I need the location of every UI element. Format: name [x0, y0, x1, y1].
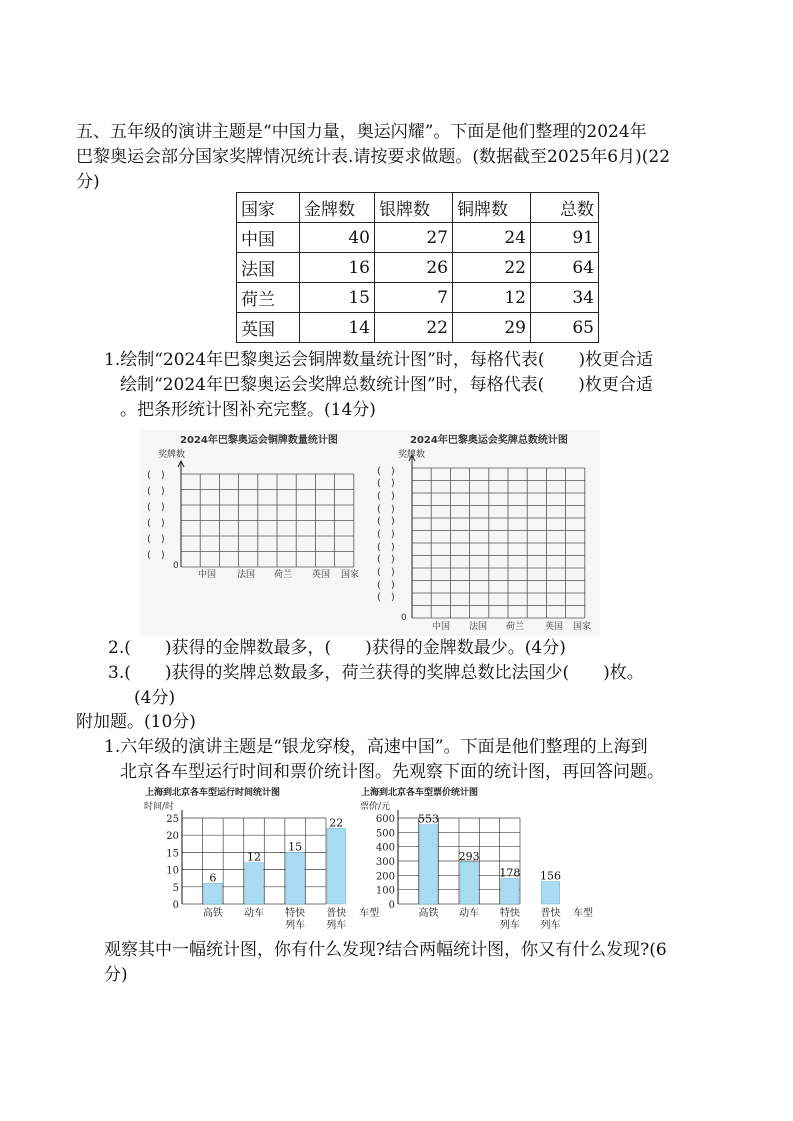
total-chart-axis-name: 国家: [573, 622, 592, 632]
extra-question-line2: 分): [104, 965, 128, 985]
y-tick-label: 0: [388, 900, 395, 911]
y-tick-label: 25: [166, 814, 179, 825]
total-tick-blank: ( ): [377, 592, 395, 603]
x-axis-label: 车型: [573, 908, 593, 919]
y-tick-label: 5: [172, 882, 179, 894]
sub1-line2: 绘制“2024年巴黎奥运会奖牌总数统计图”时，每格代表( )枚更合适: [120, 375, 653, 395]
table-cell: 34: [531, 283, 599, 313]
table-cell: 91: [531, 223, 599, 253]
copper-chart-ylabel: 奖牌数: [158, 450, 186, 460]
bar: [541, 882, 559, 904]
x-axis-label: 车型: [359, 908, 380, 919]
q5-line2: 巴黎奥运会部分国家奖牌情况统计表.请按要求做题。(数据截至2025年6月)(22: [76, 147, 671, 167]
copper-chart-xlabel: 荷兰: [274, 570, 293, 580]
table-cell: 英国: [237, 313, 300, 343]
data-label: 12: [247, 850, 261, 864]
x-tick-label: 动车: [244, 908, 264, 919]
x-tick-label: 高铁: [418, 908, 439, 919]
x-tick-label: 列车: [499, 920, 520, 931]
total-chart-title: 2024年巴黎奥运会奖牌总数统计图: [410, 435, 568, 446]
copper-tick-blank: ( ): [147, 534, 165, 545]
bar: [419, 825, 437, 904]
x-tick-label: 特快: [499, 908, 520, 919]
y-tick-label: 600: [375, 814, 395, 825]
x-tick-label: 特快: [285, 908, 306, 919]
table-header-cell: 总数: [531, 193, 599, 223]
copper-chart-title: 2024年巴黎奥运会铜牌数量统计图: [180, 435, 338, 446]
sub3-line2: (4分): [134, 688, 176, 708]
chart-title: 上海到北京各车型运行时间统计图: [145, 788, 281, 798]
table-cell: 22: [453, 253, 531, 283]
q5-line1: 五、五年级的演讲主题是“中国力量，奥运闪耀”。下面是他们整理的2024年: [76, 122, 647, 142]
table-header-cell: 国家: [237, 193, 300, 223]
data-label: 553: [418, 812, 439, 826]
y-tick-label: 300: [375, 857, 395, 868]
sub1-line1: 1.绘制“2024年巴黎奥运会铜牌数量统计图”时，每格代表( )枚更合适: [104, 350, 654, 370]
extra-question-line1: 观察其中一幅统计图，你有什么发现?结合两幅统计图，你又有什么发现?(6: [104, 940, 667, 960]
q5-line3: 分): [76, 172, 100, 192]
table-header-row: [237, 193, 599, 223]
total-tick-blank: ( ): [377, 529, 395, 540]
total-tick-blank: ( ): [377, 567, 395, 578]
train-charts: [140, 783, 593, 931]
copper-chart-xlabel: 法国: [237, 570, 256, 580]
x-tick-label: 列车: [326, 920, 347, 931]
x-tick-label: 列车: [540, 920, 561, 931]
table-header-cell: 金牌数: [300, 193, 375, 223]
y-tick-label: 200: [375, 871, 395, 883]
total-chart-grid: [409, 455, 585, 618]
data-label: 293: [458, 850, 480, 864]
total-chart-xlabel: 法国: [469, 622, 488, 632]
medal-table: [236, 192, 599, 343]
copper-chart-zero: 0: [173, 561, 179, 571]
y-tick-label: 100: [375, 885, 395, 897]
copper-tick-blank: ( ): [147, 470, 165, 481]
copper-chart-axis-name: 国家: [341, 570, 360, 580]
bar: [460, 862, 478, 904]
sub1-line3: 。把条形统计图补充完整。(14分): [120, 400, 376, 420]
table-cell: 22: [375, 313, 453, 343]
total-tick-blank: ( ): [377, 516, 395, 527]
copper-tick-blank: ( ): [147, 486, 165, 497]
table-cell: 14: [300, 313, 375, 343]
bar: [501, 878, 519, 904]
data-label: 156: [540, 869, 561, 883]
x-tick-label: 普快: [326, 908, 347, 919]
copper-chart-xlabel: 英国: [312, 570, 331, 580]
extra-line2: 北京各车型运行时间和票价统计图。先观察下面的统计图，再回答问题。: [120, 762, 664, 782]
extra-line1: 1.六年级的演讲主题是“银龙穿梭，高速中国”。下面是他们整理的上海到: [104, 737, 648, 757]
total-tick-blank: ( ): [377, 554, 395, 565]
x-tick-label: 动车: [459, 908, 480, 919]
table-cell: 40: [300, 223, 375, 253]
total-chart-ylabel: 奖牌数: [398, 450, 426, 460]
copper-tick-blank: ( ): [147, 502, 165, 513]
table-cell: 64: [531, 253, 599, 283]
data-label: 22: [329, 816, 344, 830]
table-cell: 65: [531, 313, 599, 343]
price-chart: [360, 786, 593, 931]
table-header-cell: 铜牌数: [453, 193, 531, 223]
x-tick-label: 列车: [285, 920, 306, 931]
table-cell: 12: [453, 283, 531, 313]
y-axis-label: 票价/元: [360, 802, 391, 812]
y-tick-label: 400: [375, 842, 395, 854]
total-chart-zero: 0: [401, 613, 407, 623]
y-tick-label: 0: [172, 900, 179, 911]
table-cell: 7: [375, 283, 453, 313]
x-tick-label: 普快: [540, 908, 561, 919]
table-cell: 24: [453, 223, 531, 253]
table-cell: 27: [375, 223, 453, 253]
y-tick-label: 500: [375, 828, 395, 840]
bar: [327, 828, 346, 904]
extra-title: 附加题。(10分): [76, 712, 196, 732]
total-chart-xlabel: 荷兰: [506, 622, 525, 632]
y-tick-label: 20: [166, 831, 179, 843]
data-label: 15: [288, 840, 303, 854]
x-tick-label: 高铁: [202, 908, 223, 919]
table-cell: 29: [453, 313, 531, 343]
table-cell: 法国: [237, 253, 300, 283]
y-tick-label: 15: [166, 848, 179, 860]
time-chart: [144, 786, 379, 931]
table-cell: 中国: [237, 223, 300, 253]
total-tick-blank: ( ): [377, 542, 395, 553]
total-chart-xlabel: 英国: [545, 622, 564, 632]
total-tick-blank: ( ): [377, 466, 395, 477]
bar: [286, 852, 305, 904]
y-tick-label: 10: [166, 865, 179, 877]
table-cell: 26: [375, 253, 453, 283]
copper-chart-xlabel: 中国: [198, 570, 217, 580]
table-row: [237, 283, 599, 313]
table-row: [237, 223, 599, 253]
total-chart-xlabel: 中国: [432, 622, 451, 632]
blank-charts-area: [140, 430, 600, 636]
table-cell: 16: [300, 253, 375, 283]
data-label: 6: [209, 871, 217, 885]
total-tick-blank: ( ): [377, 478, 395, 489]
bar: [204, 883, 223, 904]
sub2-text: 2.( )获得的金牌数最多，( )获得的金牌数最少。(4分): [108, 638, 566, 658]
blank-grid-charts: [140, 430, 600, 636]
sub3-line1: 3.( )获得的奖牌总数最多，荷兰获得的奖牌总数比法国少( )枚。: [108, 663, 644, 683]
copper-tick-blank: ( ): [147, 518, 165, 529]
chart-title: 上海到北京各车型票价统计图: [361, 788, 479, 798]
data-label: 178: [499, 866, 521, 880]
table-cell: 15: [300, 283, 375, 313]
total-tick-blank: ( ): [377, 580, 395, 591]
table-cell: 荷兰: [237, 283, 300, 313]
copper-tick-blank: ( ): [147, 550, 165, 561]
table-header-cell: 银牌数: [375, 193, 453, 223]
total-tick-blank: ( ): [377, 504, 395, 515]
table-row: [237, 253, 599, 283]
copper-chart-grid: [178, 461, 354, 567]
total-tick-blank: ( ): [377, 491, 395, 502]
table-row: [237, 313, 599, 343]
bar: [245, 863, 264, 904]
y-axis-label: 时间/时: [144, 802, 175, 812]
